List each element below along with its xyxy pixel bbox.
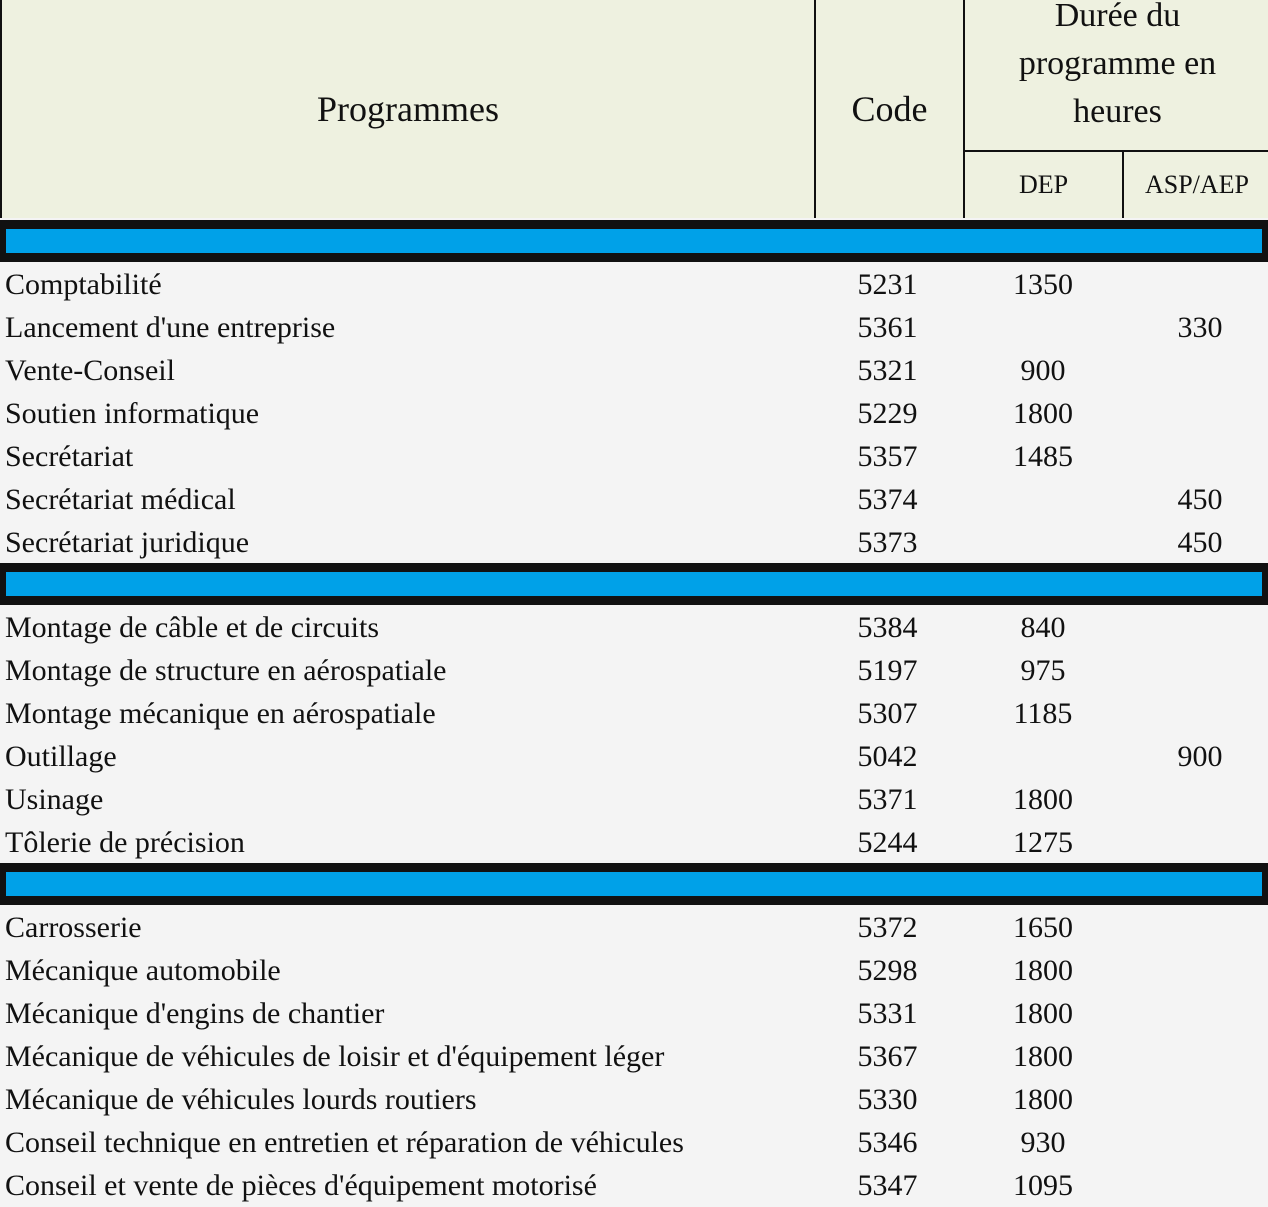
table-header (0, 0, 1268, 218)
dep-hours: 1275 (1013, 826, 1073, 859)
program-name: Usinage (5, 783, 104, 816)
program-code: 5371 (857, 783, 918, 816)
asp-aep-hours: 450 (1177, 483, 1223, 516)
table-row (0, 821, 1268, 864)
dep-hours: 1350 (1013, 268, 1073, 301)
table-row (0, 692, 1268, 735)
dep-hours: 1485 (1013, 440, 1073, 473)
table-row (0, 1121, 1268, 1164)
table-row (0, 992, 1268, 1035)
table-row (0, 478, 1268, 521)
program-code: 5244 (857, 826, 918, 859)
dep-hours: 1800 (1013, 397, 1073, 430)
program-name: Conseil et vente de pièces d'équipement motorisé (5, 1169, 597, 1202)
table-row (0, 521, 1268, 564)
asp-aep-hours: 330 (1177, 311, 1223, 344)
program-code: 5346 (857, 1126, 918, 1159)
table-row (0, 392, 1268, 435)
section-divider-bar (0, 563, 1268, 605)
program-name: Montage de câble et de circuits (5, 611, 380, 644)
dep-hours: 1800 (1013, 1083, 1073, 1116)
program-name: Secrétariat juridique (5, 526, 250, 559)
header-programmes: Programmes (317, 89, 499, 129)
program-code: 5042 (857, 740, 918, 773)
dep-hours: 975 (1020, 654, 1066, 687)
dep-hours: 930 (1020, 1126, 1066, 1159)
dep-hours: 1800 (1013, 997, 1073, 1030)
table-row (0, 435, 1268, 478)
dep-hours: 900 (1020, 354, 1066, 387)
dep-hours: 1800 (1013, 954, 1073, 987)
table-row (0, 906, 1268, 949)
program-name: Mécanique de véhicules de loisir et d'équipement léger (5, 1040, 665, 1073)
program-code: 5374 (857, 483, 918, 516)
section-divider-bar (0, 863, 1268, 905)
program-code: 5384 (857, 611, 918, 644)
program-name: Comptabilité (5, 268, 162, 301)
program-name: Outillage (5, 740, 117, 773)
program-name: Lancement d'une entreprise (5, 311, 336, 344)
program-code: 5361 (857, 311, 918, 344)
program-code: 5367 (857, 1040, 918, 1073)
dep-hours: 840 (1020, 611, 1066, 644)
program-name: Secrétariat (5, 440, 134, 473)
program-code: 5331 (857, 997, 918, 1030)
program-code: 5347 (857, 1169, 918, 1202)
program-code: 5373 (857, 526, 918, 559)
program-code: 5231 (857, 268, 918, 301)
dep-hours: 1800 (1013, 1040, 1073, 1073)
table-row (0, 649, 1268, 692)
header-dep: DEP (965, 150, 1122, 218)
header-code: Code (814, 0, 965, 218)
dep-hours: 1800 (1013, 783, 1073, 816)
program-name: Carrosserie (5, 911, 142, 944)
program-code: 5372 (857, 911, 918, 944)
program-code: 5298 (857, 954, 918, 987)
table-row (0, 1035, 1268, 1078)
program-code: 5229 (857, 397, 918, 430)
section-bar-fill (6, 572, 1262, 596)
table-row (0, 306, 1268, 349)
program-name: Tôlerie de précision (5, 826, 245, 859)
dep-hours: 1095 (1013, 1169, 1073, 1202)
section-bar-fill (6, 229, 1262, 253)
program-name: Mécanique de véhicules lourds routiers (5, 1083, 477, 1116)
program-name: Mécanique automobile (5, 954, 281, 987)
dep-hours: 1185 (1013, 697, 1073, 730)
program-name: Secrétariat médical (5, 483, 236, 516)
program-name: Montage de structure en aérospatiale (5, 654, 447, 687)
asp-aep-hours: 450 (1177, 526, 1223, 559)
section-bar-fill (6, 872, 1262, 896)
asp-aep-hours: 900 (1177, 740, 1223, 773)
table-row (0, 949, 1268, 992)
header-duree-label: Durée du programme en heures (1018, 0, 1217, 130)
program-code: 5330 (857, 1083, 918, 1116)
section-divider-bar (0, 220, 1268, 262)
header-duree (965, 0, 1268, 150)
program-name: Mécanique d'engins de chantier (5, 997, 385, 1030)
table-row (0, 1164, 1268, 1207)
dep-hours: 1650 (1013, 911, 1073, 944)
program-code: 5307 (857, 697, 918, 730)
table-row (0, 606, 1268, 649)
table-row (0, 349, 1268, 392)
program-name: Soutien informatique (5, 397, 260, 430)
header-asp-aep: ASP/AEP (1122, 150, 1268, 218)
program-code: 5321 (857, 354, 918, 387)
program-name: Vente-Conseil (5, 354, 175, 387)
program-code: 5197 (857, 654, 918, 687)
program-code: 5357 (857, 440, 918, 473)
table-row (0, 735, 1268, 778)
table-row (0, 778, 1268, 821)
program-name: Montage mécanique en aérospatiale (5, 697, 436, 730)
table-row (0, 263, 1268, 306)
program-name: Conseil technique en entretien et réparation de véhicules (5, 1126, 684, 1159)
table-row (0, 1078, 1268, 1121)
